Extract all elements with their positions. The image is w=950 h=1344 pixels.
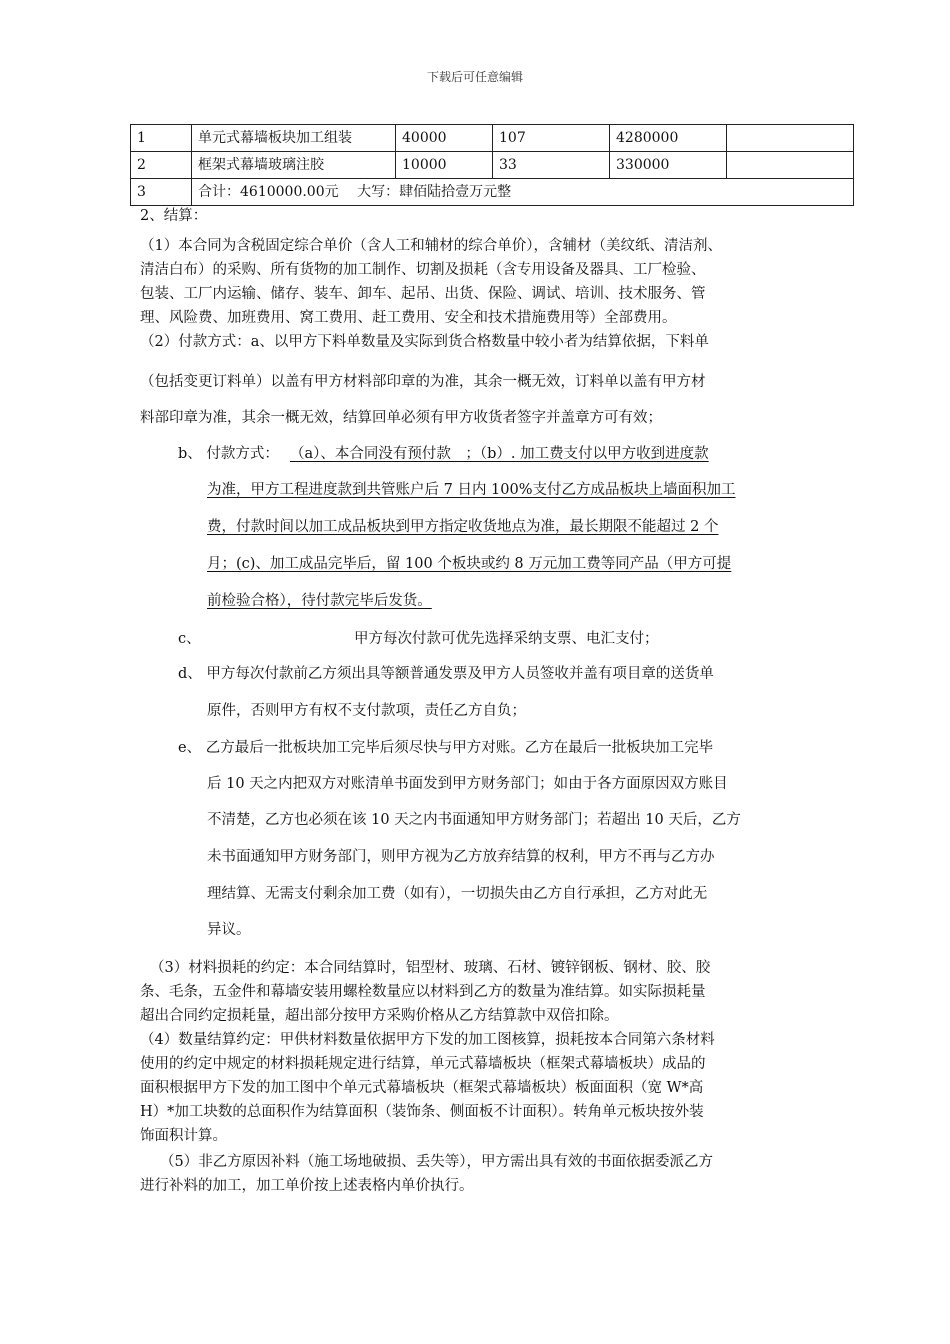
e-line: 异议。 [207,922,251,938]
e-line: 理结算、无需支付剩余加工费（如有），一切损失由乙方自行承担，乙方对此无 [207,886,708,902]
cell-no: 1 [131,125,192,152]
p4-line: H）*加工块数的总面积作为结算面积（装饰条、侧面板不计面积）。转角单元板块按外装 [140,1104,704,1120]
cell-price: 107 [493,125,610,152]
b-line: 月；(c)、加工成品完毕后，留 100 个板块或约 8 万元加工费等同产品（甲方可提 [207,556,732,572]
c-label: c、 [178,631,201,647]
table-row [131,152,854,179]
d-line: d、 甲方每次付款前乙方须出具等额普通发票及甲方人员签收并盖有项目章的送货单 [178,666,714,682]
cell-note [727,125,854,152]
header-watermark: 下载后可任意编辑 [426,70,523,84]
cell-note [727,152,854,179]
e-line: 未书面通知甲方财务部门，则甲方视为乙方放弃结算的权利，甲方不再与乙方办 [207,849,715,865]
e-line: 不清楚，乙方也必须在该 10 天之内书面通知甲方财务部门；若超出 10 天后，乙方 [207,812,741,828]
p2-line: 料部印章为准，其余一概无效，结算回单必须有甲方收货者签字并盖章方可有效； [140,410,662,426]
cell-item: 框架式幕墙玻璃注胶 [192,152,396,179]
b-line: 为准，甲方工程进度款到共管账户后 7 日内 100%支付乙方成品板块上墙面积加工 [207,482,736,498]
cell-summary: 合计：4610000.00元 大写：肆佰陆拾壹万元整 [192,179,854,206]
cell-price: 33 [493,152,610,179]
cell-item: 单元式幕墙板块加工组装 [192,125,396,152]
p4-line: （4）数量结算约定：甲供材料数量依据甲方下发的加工图核算，损耗按本合同第六条材料 [140,1032,715,1048]
table-row [131,125,854,152]
p2-line: （包括变更订料单）以盖有甲方材料部印章的为准，其余一概无效，订料单以盖有甲方材 [140,374,706,390]
c-text: 甲方每次付款可优先选择采纳支票、电汇支付； [354,631,659,647]
p4-line: 饰面积计算。 [140,1128,227,1144]
p4-line: 面积根据甲方下发的加工图中个单元式幕墙板块（框架式幕墙板块）板面面积（宽 W*高 [140,1080,704,1096]
p3-line: 条、毛条，五金件和幕墙安装用螺栓数量应以材料到乙方的数量为准结算。如实际损耗量 [140,984,706,1000]
p1-line: 理、风险费、加班费用、窝工费用、赶工费用、安全和技术措施费用等）全部费用。 [140,310,677,326]
p2-line: （2）付款方式：a、以甲方下料单数量及实际到货合格数量中较小者为结算依据，下料单 [140,334,709,350]
b-line: 费，付款时间以加工成品板块到甲方指定收货地点为准，最长期限不能超过 2 个 [207,519,719,535]
p4-line: 使用的约定中规定的材料损耗规定进行结算，单元式幕墙板块（框架式幕墙板块）成品的 [140,1056,706,1072]
e-line: 后 10 天之内把双方对账清单书面发到甲方财务部门；如由于各方面原因双方账目 [207,776,728,792]
b-label: b、 付款方式： [178,446,279,462]
p5-line: 进行补料的加工，加工单价按上述表格内单价执行。 [140,1178,474,1194]
cell-total: 4280000 [610,125,727,152]
e-line: e、 乙方最后一批板块加工完毕后须尽快与甲方对账。乙方在最后一批板块加工完毕 [178,740,714,756]
p1-line: 清洁白布）的采购、所有货物的加工制作、切割及损耗（含专用设备及器具、工厂检验、 [140,262,706,278]
p1-line: （1）本合同为含税固定综合单价（含人工和辅材的综合单价），含辅材（美纹纸、清洁剂、 [140,238,722,254]
b-line: （a）、本合同没有预付款 ；（b）. 加工费支付以甲方收到进度款 [290,446,709,462]
cell-no: 2 [131,152,192,179]
table-summary-row [131,179,854,206]
section-title: 2、结算： [140,208,208,224]
cell-qty: 10000 [396,152,493,179]
b-line: 前检验合格），待付款完毕后发货。 [207,593,432,609]
p3-line: （3）材料损耗的约定：本合同结算时，铝型材、玻璃、石材、镀锌钢板、钢材、胶、胶 [150,960,711,976]
d-line: 原件，否则甲方有权不支付款项，责任乙方自负； [207,703,526,719]
cell-no: 3 [131,179,192,206]
p1-line: 包装、工厂内运输、储存、装车、卸车、起吊、出货、保险、调试、培训、技术服务、管 [140,286,706,302]
cell-total: 330000 [610,152,727,179]
p3-line: 超出合同约定损耗量，超出部分按甲方采购价格从乙方结算款中双倍扣除。 [140,1008,619,1024]
p5-line: （5）非乙方原因补料（施工场地破损、丢失等），甲方需出具有效的书面依据委派乙方 [160,1154,713,1170]
price-table [130,124,854,206]
cell-qty: 40000 [396,125,493,152]
